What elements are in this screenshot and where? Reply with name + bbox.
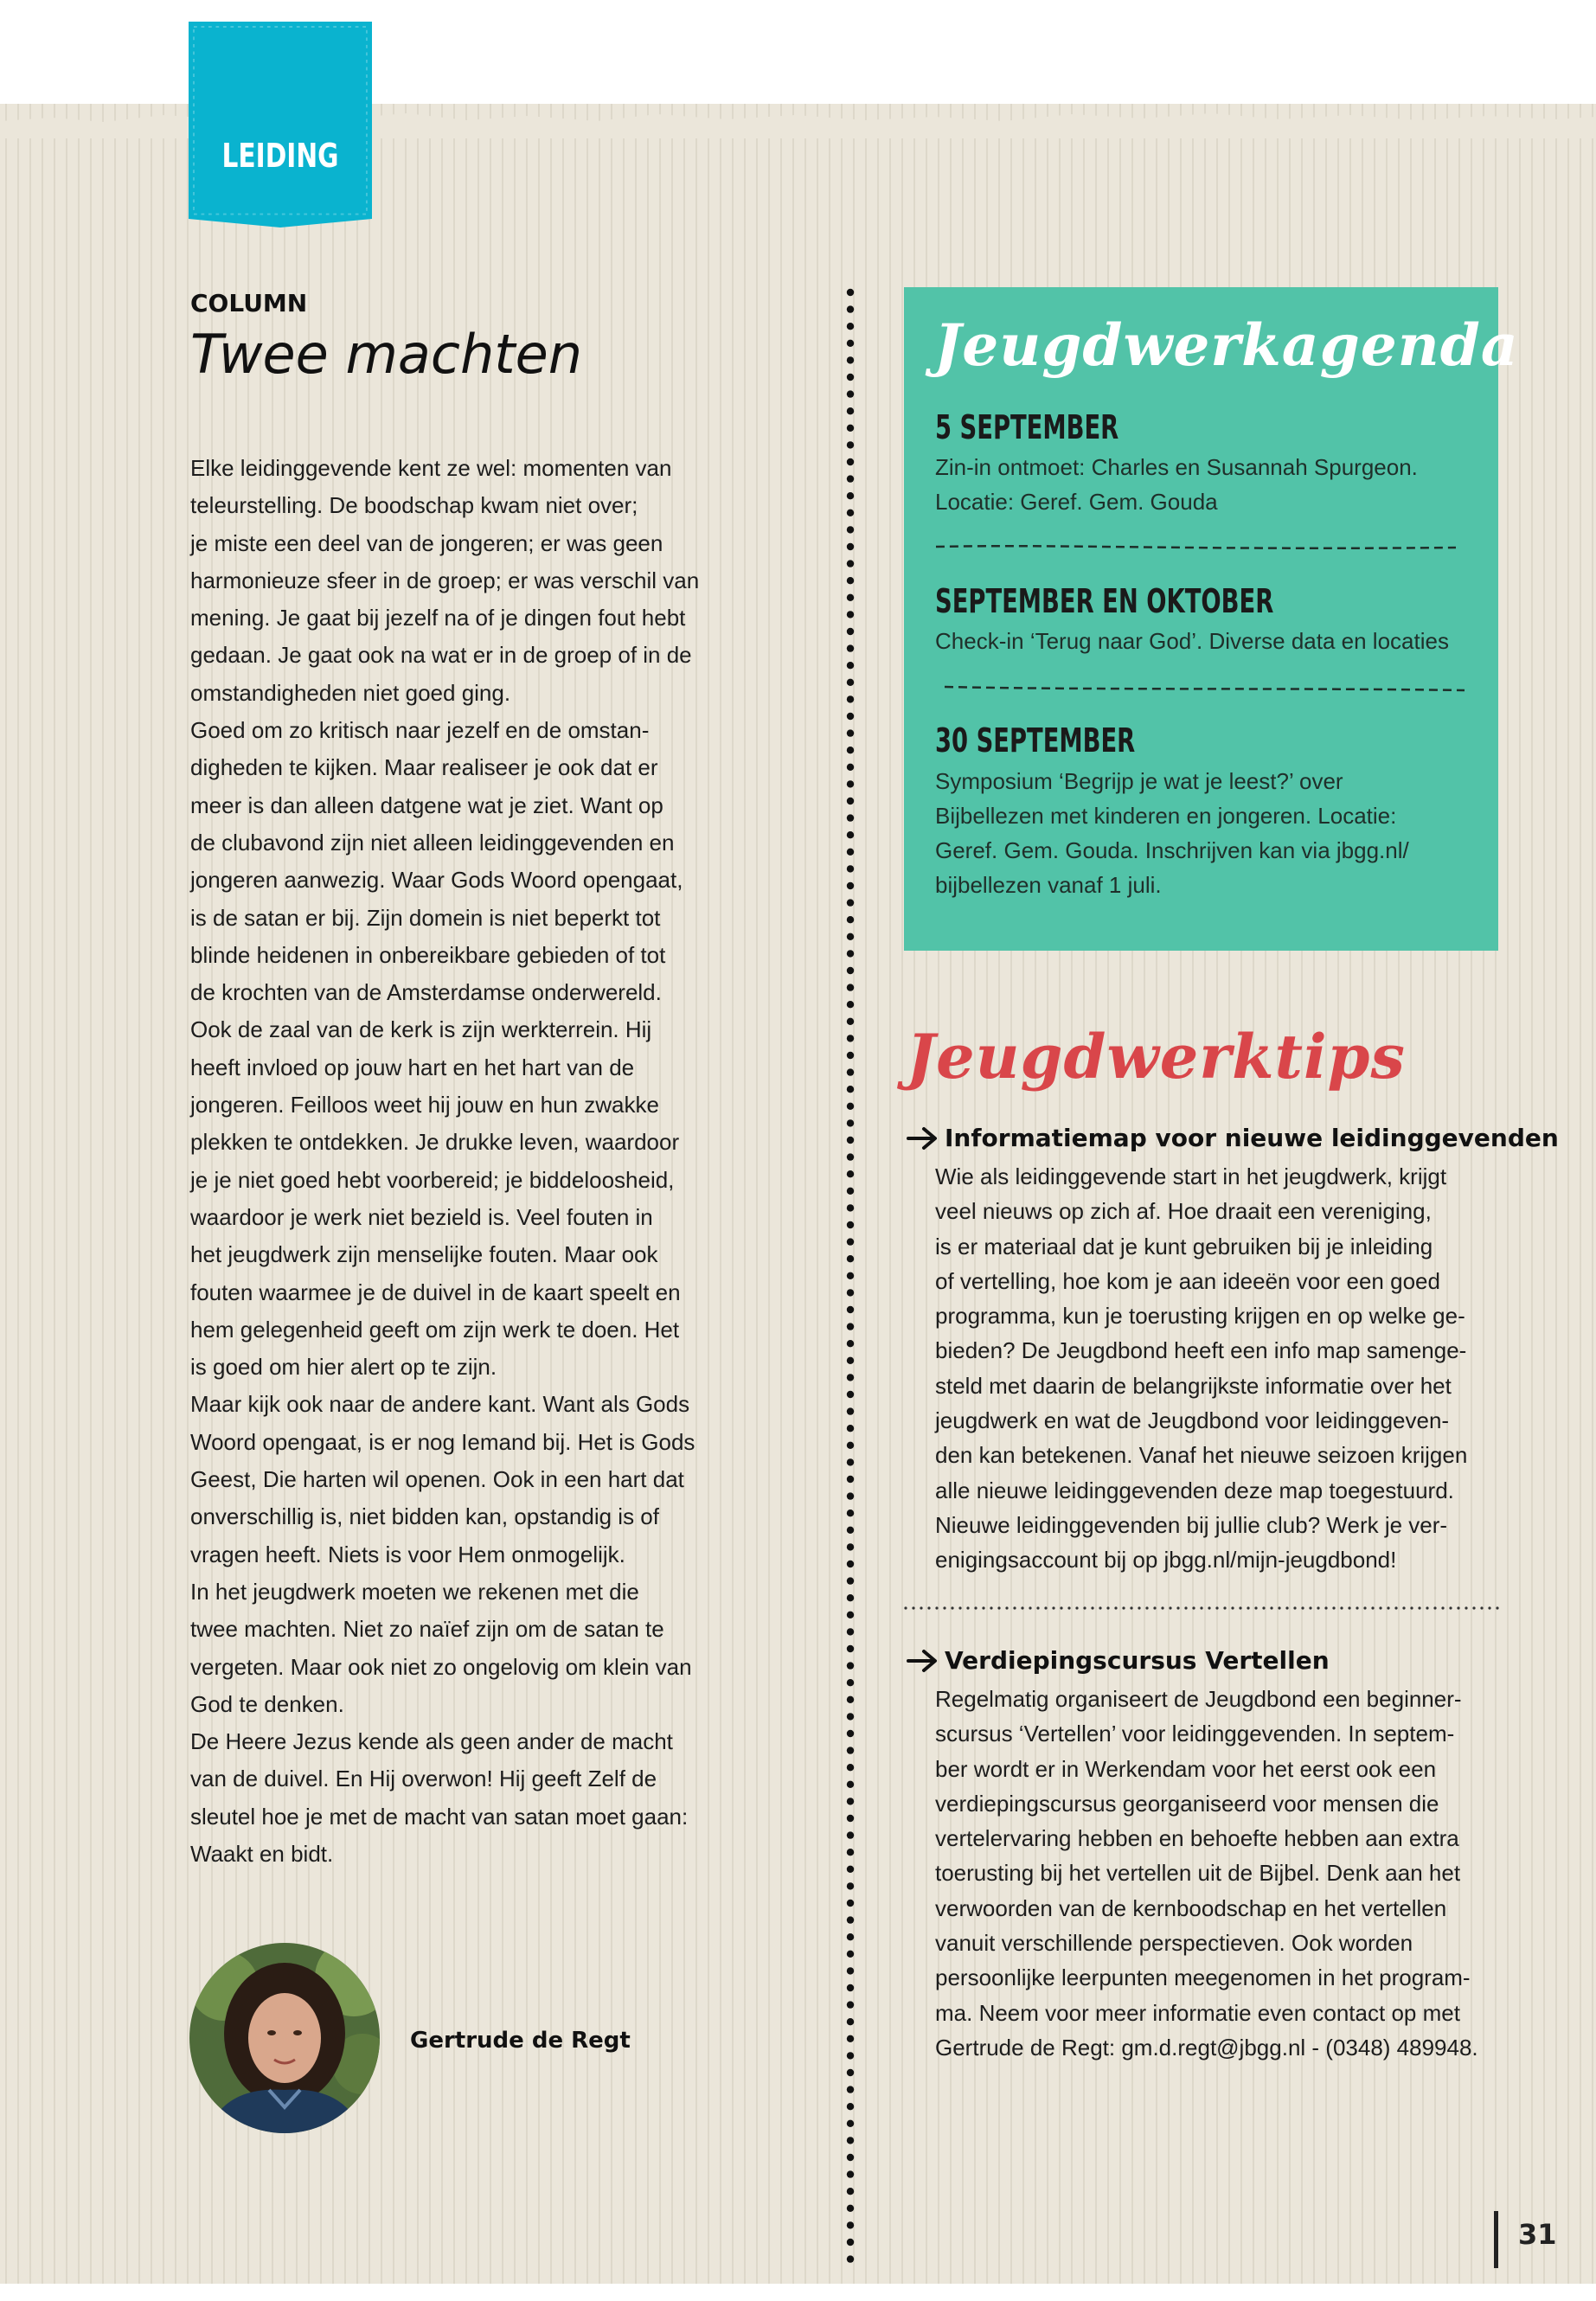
arrow-right-icon	[907, 1649, 938, 1673]
column-body-line: je miste een deel van de jongeren; er was geen	[190, 529, 663, 556]
column-body-line: digheden te kijken. Maar realiseer je ook dat er	[190, 754, 658, 781]
agenda-event-text: Zin-in ontmoet: Charles en Susannah Spurgeon. Locatie: Geref. Gem. Gouda	[935, 454, 1418, 515]
column-kicker: COLUMN	[190, 289, 308, 317]
agenda-dashed-divider	[934, 542, 1458, 552]
author-name: Gertrude de Regt	[410, 2028, 631, 2054]
column-body-line: Maar kijk ook naar de andere kant. Want als Gods	[190, 1391, 690, 1418]
column-body-line: vragen heeft. Niets is voor Hem onmogelijk.	[190, 1541, 625, 1567]
section-tab-label: LEIDING	[221, 137, 339, 175]
column-body-line: sleutel hoe je met de macht van satan moet gaan:	[190, 1803, 689, 1830]
column-body-line: harmonieuze sfeer in de groep; er was verschil van	[190, 567, 700, 593]
author-avatar	[189, 1943, 380, 2133]
column-body-line: gedaan. Je gaat ook na wat er in de groep of in de	[190, 642, 692, 669]
column-body-line: jongeren aanwezig. Waar Gods Woord opengaat,	[190, 867, 683, 894]
column-title: Twee machten	[190, 323, 583, 386]
page-number-bar	[1494, 2211, 1498, 2268]
column-body-line: Goed om zo kritisch naar jezelf en de omstan-	[190, 717, 650, 744]
agenda-event-date: SEPTEMBER EN OKTOBER	[935, 582, 1274, 620]
column-body-line: De Heere Jezus kende als geen ander de macht	[190, 1728, 673, 1755]
column-body-line: vergeten. Maar ook niet zo ongelovig om klein van	[190, 1653, 692, 1680]
agenda-event-text: Check-in ‘Terug naar God’. Diverse data en locaties	[935, 628, 1449, 654]
column-body-line: plekken te ontdekken. Je drukke leven, waardoor	[190, 1129, 680, 1156]
column-body-line: hem gelegenheid geeft om zijn werk te doen. Het	[190, 1316, 680, 1343]
tip-heading: Informatiemap voor nieuwe leidinggevenden	[907, 1124, 1559, 1152]
column-body-line: teleurstelling. De boodschap kwam niet over;	[190, 492, 638, 519]
column-body	[190, 450, 709, 1873]
column-body-line: Elke leidinggevende kent ze wel: momenten van	[190, 455, 672, 481]
column-body-line: het jeugdwerk zijn menselijke fouten. Maar ook	[190, 1241, 658, 1268]
column-body-line: van de duivel. En Hij overwon! Hij geeft Zelf de	[190, 1766, 657, 1792]
agenda-dashed-divider	[943, 683, 1466, 694]
column-body-line: je je niet goed hebt voorbereid; je biddeloosheid,	[190, 1166, 675, 1193]
tip-body: Wie als leidinggevende start in het jeugdwerk, krijgt veel nieuws op zich af. Hoe draait een vereniging, is er materiaal dat je kunt gebruiken bij je inleiding of vertelling, hoe kom je aan ideeën voor een goed programma, kun je toerusting krijgen en op welke ge- bieden? De Jeugdbond heeft een info map samenge- steld met daarin de belangrijkste informatie over het jeugdwerk en wat de Jeugdbond voor leidinggeven- den kan betekenen. Vanaf het nieuwe seizoen krijgen alle nieuwe leidinggevenden deze map toegestuurd. Nieuwe leidinggevenden bij jullie club? Werk je ver- enigingsaccount bij op jbgg.nl/mijn-jeugdbond!	[935, 1163, 1468, 1574]
column-body-line: fouten waarmee je de duivel in de kaart speelt en	[190, 1279, 681, 1305]
column-body-line: Ook de zaal van de kerk is zijn werkterrein. Hij	[190, 1016, 652, 1043]
column-body-line: mening. Je gaat bij jezelf na of je dingen fout hebt	[190, 605, 686, 631]
agenda-event-text: Symposium ‘Begrijp je wat je leest?’ over Bijbellezen met kinderen en jongeren. Locatie: Geref. Gem. Gouda. Inschrijven kan via jbgg.nl/ bijbellezen vanaf 1 juli.	[935, 768, 1409, 898]
arrow-right-icon	[907, 1126, 938, 1150]
vertical-dotted-divider	[843, 285, 857, 2275]
column-body-line: heeft invloed op jouw hart en het hart van de	[190, 1054, 635, 1080]
column-body-line: Geest, Die harten wil openen. Ook in een hart dat	[190, 1466, 684, 1493]
column-body-line: is de satan er bij. Zijn domein is niet beperkt tot	[190, 904, 661, 931]
horizontal-dotted-divider	[904, 1606, 1501, 1611]
column-body-line: Waakt en bidt.	[190, 1840, 334, 1867]
tips-title: Jeugdwerktips	[907, 1021, 1406, 1093]
column-body-line: jongeren. Feilloos weet hij jouw en hun zwakke	[190, 1092, 659, 1118]
column-body-line: waardoor je werk niet bezield is. Veel fouten in	[190, 1203, 653, 1230]
column-body-line: Woord opengaat, is er nog Iemand bij. Het is Gods	[190, 1428, 695, 1455]
tip-heading: Verdiepingscursus Vertellen	[907, 1646, 1330, 1675]
column-body-line: In het jeugdwerk moeten we rekenen met die	[190, 1578, 639, 1605]
column-body-line: blinde heidenen in onbereikbare gebieden of tot	[190, 941, 666, 968]
column-body-line: de krochten van de Amsterdamse onderwereld.	[190, 979, 662, 1006]
page-number: 31	[1518, 2218, 1557, 2251]
column-body-line: is goed om hier alert op te zijn.	[190, 1354, 497, 1381]
column-body-line: omstandigheden niet goed ging.	[190, 679, 511, 706]
column-body-line: twee machten. Niet zo naïef zijn om de satan te	[190, 1616, 664, 1643]
column-body-line: onverschillig is, niet bidden kan, opstandig is of	[190, 1503, 659, 1530]
column-body-line: God te denken.	[190, 1690, 344, 1717]
column-body-line: meer is dan alleen datgene wat je ziet. Want op	[190, 792, 663, 818]
agenda-title: Jeugdwerkagenda	[934, 311, 1519, 379]
section-tab-ribbon	[189, 22, 372, 228]
column-body-line: de clubavond zijn niet alleen leidinggevenden en	[190, 829, 675, 856]
agenda-event-date: 30 SEPTEMBER	[935, 721, 1136, 760]
tip-body: Regelmatig organiseert de Jeugdbond een beginner- scursus ‘Vertellen’ voor leidinggevenden. In septem- ber wordt er in Werkendam voor het eerst ook een verdiepingscursus georganiseerd voor mensen die vertelervaring hebben en behoefte hebben aan extra toerusting bij het vertellen uit de Bijbel. Denk aan het verwoorden van de kernboodschap en het vertellen vanuit verschillende perspectieven. Ook worden persoonlijke leerpunten meegenomen in het program- ma. Neem voor meer informatie even contact op met Gertrude de Regt: gm.d.regt@jbgg.nl - (0348) 489948.	[935, 1686, 1478, 2061]
agenda-event-date: 5 SEPTEMBER	[935, 408, 1119, 446]
